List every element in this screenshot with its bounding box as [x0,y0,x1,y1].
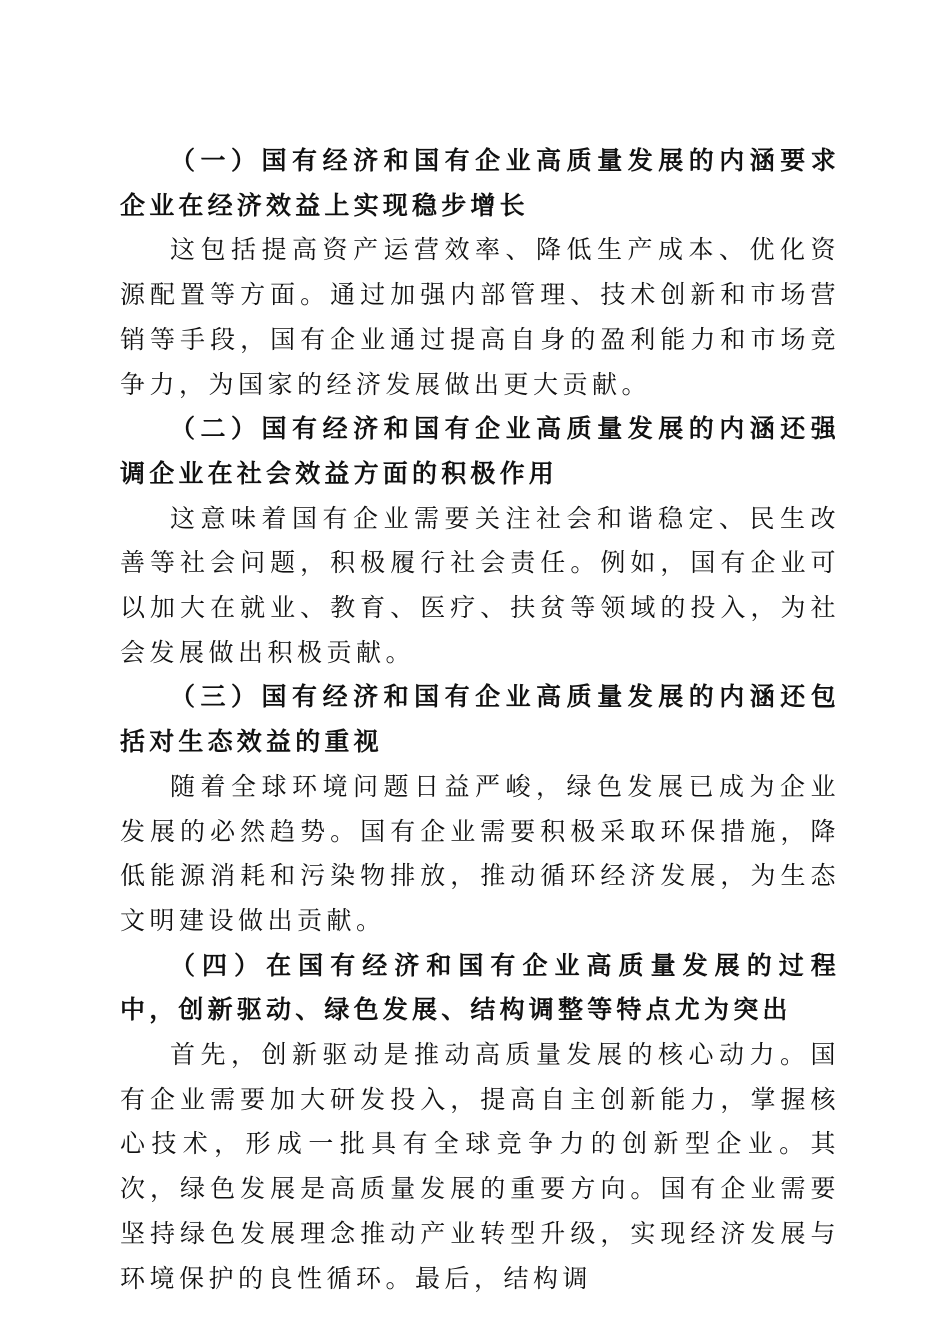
section-paragraph-4: 首先，创新驱动是推动高质量发展的核心动力。国有企业需要加大研发投入，提高自主创新能力，掌握核心技术，形成一批具有全球竞争力的创新型企业。其次，绿色发展是高质量发展的重要方向。国有企业需要坚持绿色发展理念推动产业转型升级，实现经济发展与环境保护的良性循环。最后，结构调 [120,1040,840,1293]
section-paragraph-2: 这意味着国有企业需要关注社会和谐稳定、民生改善等社会问题，积极履行社会责任。例如，国有企业可以加大在就业、教育、医疗、扶贫等领域的投入，为社会发展做出积极贡献。 [120,503,840,667]
section-heading-4: （四）在国有经济和国有企业高质量发展的过程中，创新驱动、绿色发展、结构调整等特点尤为突出 [120,950,840,1025]
section-paragraph-1: 这包括提高资产运营效率、降低生产成本、优化资源配置等方面。通过加强内部管理、技术创新和市场营销等手段，国有企业通过提高自身的盈利能力和市场竞争力，为国家的经济发展做出更大贡献。 [120,235,840,399]
section-heading-1: （一）国有经济和国有企业高质量发展的内涵要求企业在经济效益上实现稳步增长 [120,146,840,220]
section-heading-3: （三）国有经济和国有企业高质量发展的内涵还包括对生态效益的重视 [120,682,840,757]
section-heading-2: （二）国有经济和国有企业高质量发展的内涵还强调企业在社会效益方面的积极作用 [120,414,840,488]
section-paragraph-3: 随着全球环境问题日益严峻，绿色发展已成为企业发展的必然趋势。国有企业需要积极采取环保措施，降低能源消耗和污染物排放，推动循环经济发展，为生态文明建设做出贡献。 [120,771,840,935]
document-body [120,139,840,1301]
